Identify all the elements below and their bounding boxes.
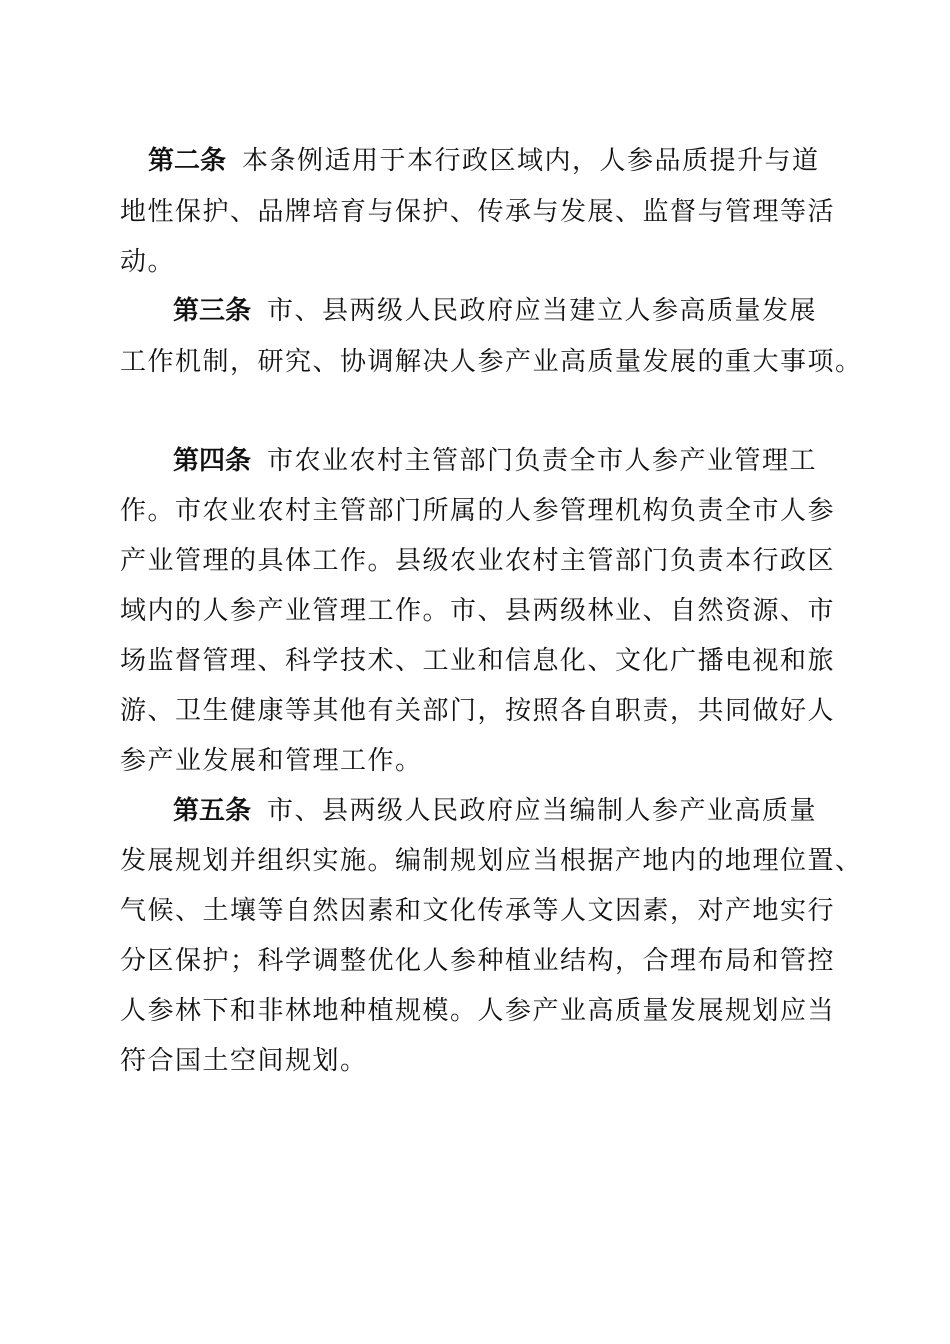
article-5-text: 市、县两级人民政府应当编制人参产业高质量	[267, 796, 818, 826]
article-2-line-2: 地性保护、品牌培育与保护、传承与发展、监督与管理等活	[120, 197, 836, 227]
article-5-line-4: 分区保护；科学调整优化人参种植业结构，合理布局和管控	[120, 946, 836, 976]
article-5-line-2: 发展规划并组织实施。编制规划应当根据产地内的地理位置、	[120, 846, 863, 876]
article-4-label: 第四条	[173, 446, 252, 476]
article-5-line-5: 人参林下和非林地种植规模。人参产业高质量发展规划应当	[120, 996, 836, 1026]
article-3-label: 第三条	[173, 296, 252, 326]
article-5-line-3: 气候、土壤等自然因素和文化传承等人文因素，对产地实行	[120, 896, 836, 926]
article-3-line-2: 工作机制，研究、协调解决人参产业高质量发展的重大事项。	[120, 347, 863, 377]
article-3-line-1	[0, 291, 950, 331]
article-4-line-4: 域内的人参产业管理工作。市、县两级林业、自然资源、市	[120, 596, 836, 626]
article-4-line-6: 游、卫生健康等其他有关部门，按照各自职责，共同做好人	[120, 696, 836, 726]
article-2-line-1	[0, 141, 950, 181]
article-4-line-1	[0, 441, 950, 481]
article-2-label: 第二条	[148, 146, 227, 176]
article-5-line-6: 符合国土空间规划。	[120, 1046, 368, 1076]
article-5-line-1	[0, 791, 950, 831]
article-4-line-3: 产业管理的具体工作。县级农业农村主管部门负责本行政区	[120, 546, 836, 576]
article-4-line-2: 作。市农业农村主管部门所属的人参管理机构负责全市人参	[120, 496, 836, 526]
article-4-text: 市农业农村主管部门负责全市人参产业管理工	[267, 446, 818, 476]
article-5-label: 第五条	[173, 796, 252, 826]
article-2-line-3: 动。	[120, 247, 176, 277]
article-4-line-7: 参产业发展和管理工作。	[120, 746, 423, 776]
article-3-text: 市、县两级人民政府应当建立人参高质量发展	[267, 296, 818, 326]
article-4-line-5: 场监督管理、科学技术、工业和信息化、文化广播电视和旅	[120, 646, 836, 676]
article-2-text: 本条例适用于本行政区域内，人参品质提升与道	[242, 146, 820, 176]
